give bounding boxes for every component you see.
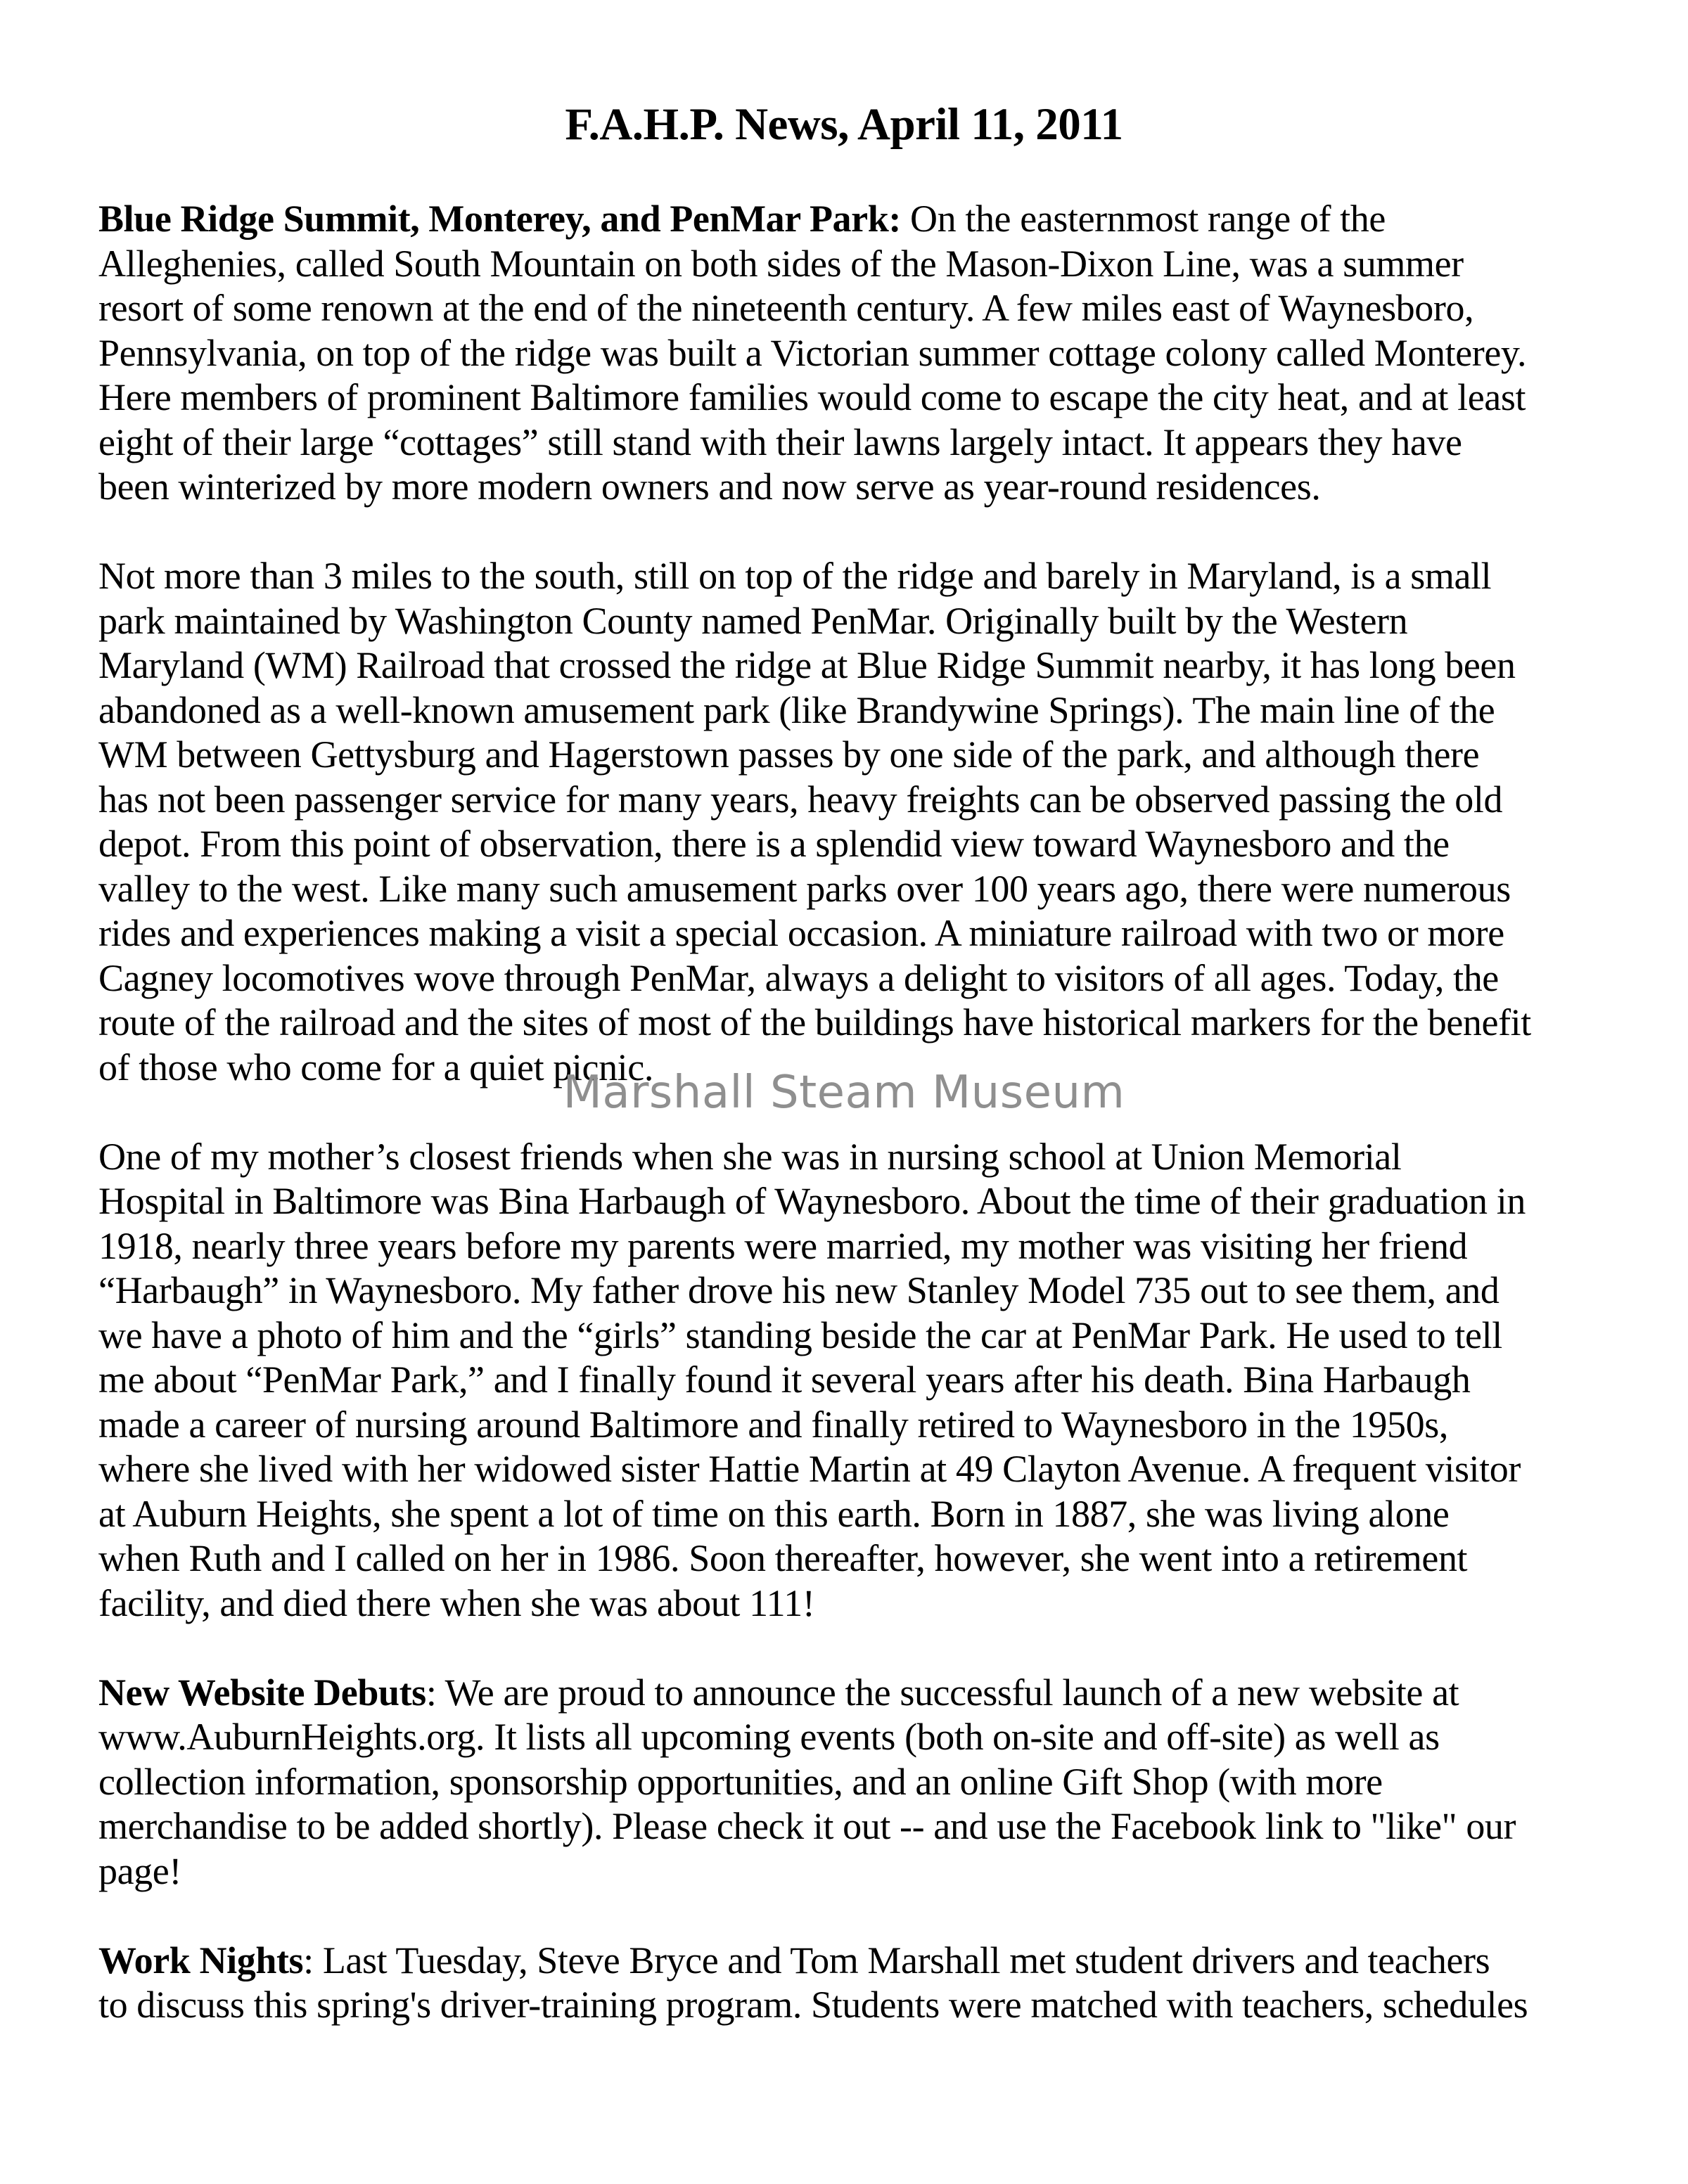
text-line: has not been passenger service for many years, heavy freights can be observed passing the old <box>98 778 1503 821</box>
text-line: eight of their large “cottages” still stand with their lawns largely intact. It appears they have <box>98 420 1462 463</box>
text-line: WM between Gettysburg and Hagerstown passes by one side of the park, and although there <box>98 733 1480 776</box>
text-line <box>98 1939 1618 1984</box>
text-line: rides and experiences making a visit a special occasion. A miniature railroad with two or more <box>98 912 1504 954</box>
text-line: to discuss this spring's driver-training program. Students were matched with teachers, schedules <box>98 1984 1528 2026</box>
document-body <box>98 197 1618 2028</box>
paragraph-new-website <box>98 1671 1618 1894</box>
text-line: valley to the west. Like many such amusement parks over 100 years ago, there were numerous <box>98 867 1511 910</box>
text-line: where she lived with her widowed sister Hattie Martin at 49 Clayton Avenue. A frequent visitor <box>98 1448 1521 1490</box>
text-line: Not more than 3 miles to the south, still on top of the ridge and barely in Maryland, is a small <box>98 555 1492 597</box>
text-line: abandoned as a well-known amusement park (like Brandywine Springs). The main line of the <box>98 688 1495 731</box>
text-line: “Harbaugh” in Waynesboro. My father drove his new Stanley Model 735 out to see them, and <box>98 1269 1500 1311</box>
text-line <box>98 1671 1618 1716</box>
text-line: merchandise to be added shortly). Please check it out -- and use the Facebook link to "like" our <box>98 1805 1516 1847</box>
paragraph-lead-bold: Work Nights <box>98 1939 304 1981</box>
text-line: Hospital in Baltimore was Bina Harbaugh of Waynesboro. About the time of their graduation in <box>98 1180 1526 1222</box>
text-line: www.AuburnHeights.org. It lists all upcoming events (both on-site and off-site) as well as <box>98 1716 1440 1758</box>
text-line: at Auburn Heights, she spent a lot of time on this earth. Born in 1887, she was living alone <box>98 1492 1450 1535</box>
text-line: 1918, nearly three years before my parents were married, my mother was visiting her friend <box>98 1224 1468 1267</box>
text-line: page! <box>98 1849 181 1892</box>
text-line: Here members of prominent Baltimore families would come to escape the city heat, and at least <box>98 376 1526 418</box>
text-line: Alleghenies, called South Mountain on both sides of the Mason-Dixon Line, was a summer <box>98 242 1464 285</box>
watermark: Marshall Steam Museum <box>563 1067 1125 1119</box>
paragraph-work-nights <box>98 1939 1618 2028</box>
text-line: Cagney locomotives wove through PenMar, always a delight to visitors of all ages. Today, the <box>98 956 1499 999</box>
text-line: resort of some renown at the end of the nineteenth century. A few miles east of Waynesboro, <box>98 287 1474 329</box>
paragraph-blue-ridge <box>98 197 1618 510</box>
paragraph-lead-rest: : Last Tuesday, Steve Bryce and Tom Marshall met student drivers and teachers <box>303 1939 1490 1981</box>
text-line: depot. From this point of observation, there is a splendid view toward Waynesboro and the <box>98 823 1450 865</box>
text-line: facility, and died there when she was about 111! <box>98 1581 815 1624</box>
text-line: collection information, sponsorship opportunities, and an online Gift Shop (with more <box>98 1760 1383 1803</box>
paragraph-lead-bold: Blue Ridge Summit, Monterey, and PenMar Park: <box>98 198 901 240</box>
text-line: of those who come for a quiet picnic. <box>98 1046 653 1088</box>
paragraph-lead-rest: On the easternmost range of the <box>900 198 1386 240</box>
text-line: Maryland (WM) Railroad that crossed the ridge at Blue Ridge Summit nearby, it has long been <box>98 644 1516 686</box>
paragraph-lead-rest: : We are proud to announce the successful launch of a new website at <box>426 1671 1459 1714</box>
text-line: we have a photo of him and the “girls” standing beside the car at PenMar Park. He used to tell <box>98 1313 1502 1356</box>
page-title: F.A.H.P. News, April 11, 2011 <box>565 99 1123 150</box>
text-line <box>98 197 1618 242</box>
text-line: been winterized by more modern owners and now serve as year-round residences. <box>98 465 1321 508</box>
text-line: made a career of nursing around Baltimore and finally retired to Waynesboro in the 1950s, <box>98 1403 1448 1446</box>
text-line: Pennsylvania, on top of the ridge was built a Victorian summer cottage colony called Monterey. <box>98 331 1527 374</box>
paragraph-lead-bold: New Website Debuts <box>98 1671 426 1714</box>
text-line: One of my mother’s closest friends when she was in nursing school at Union Memorial <box>98 1135 1402 1178</box>
text-line: route of the railroad and the sites of most of the buildings have historical markers for the benefit <box>98 1001 1531 1043</box>
paragraph-penmar <box>98 554 1618 1090</box>
text-line: park maintained by Washington County named PenMar. Originally built by the Western <box>98 599 1408 642</box>
text-line: me about “PenMar Park,” and I finally found it several years after his death. Bina Harbaugh <box>98 1358 1471 1401</box>
text-line: when Ruth and I called on her in 1986. Soon thereafter, however, she went into a retirement <box>98 1537 1468 1579</box>
paragraph-bina-harbaugh <box>98 1135 1618 1626</box>
